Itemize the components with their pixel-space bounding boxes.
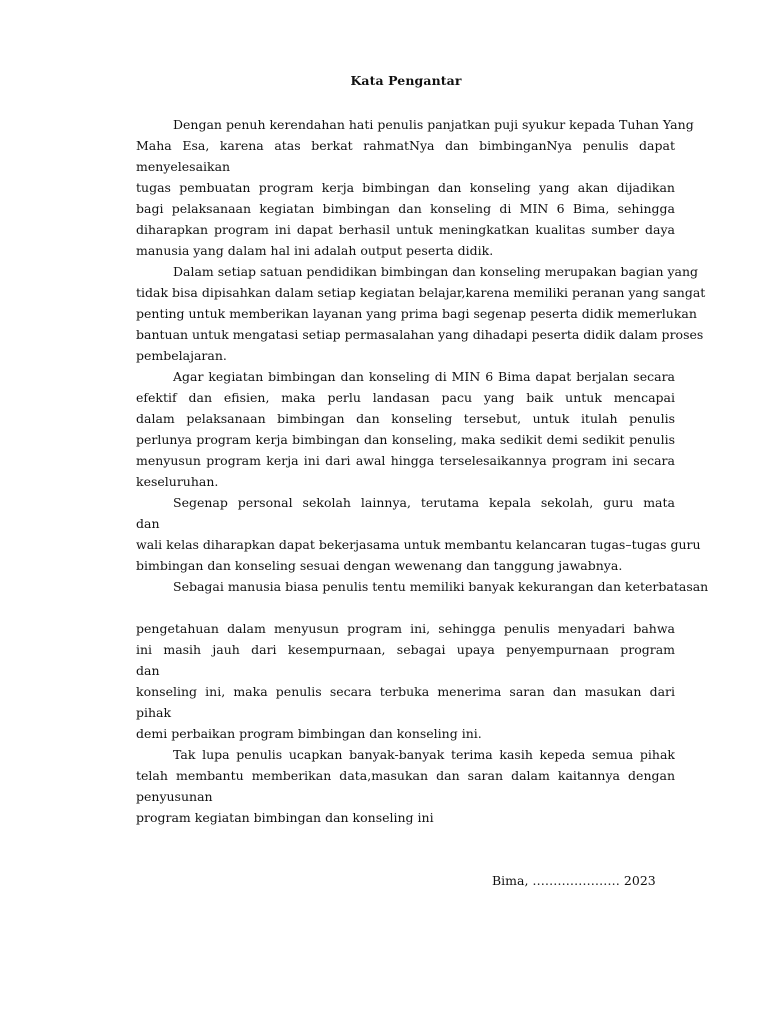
paragraph-line: Tak lupa penulis ucapkan banyak-banyak terima kasih kepeda semua pihak (173, 747, 675, 762)
paragraph-line: tugas pembuatan program kerja bimbingan dan konseling yang akan dijadikan (136, 180, 675, 195)
paragraph-line: ini masih jauh dari kesempurnaan, sebagai upaya penyempurnaan program (136, 642, 675, 657)
paragraph-line: Dalam setiap satuan pendidikan bimbingan dan konseling merupakan bagian yang (173, 264, 699, 279)
paragraph-line: dan (136, 663, 160, 678)
paragraph-line: telah membantu memberikan data,masukan dan saran dalam kaitannya dengan (136, 768, 675, 783)
paragraph-line: demi perbaikan program bimbingan dan konseling ini. (136, 726, 482, 741)
paragraph-line: konseling ini, maka penulis secara terbuka menerima saran dan masukan dari (136, 684, 675, 699)
paragraph-line: bimbingan dan konseling sesuai dengan wewenang dan tanggung jawabnya. (136, 558, 623, 573)
paragraph-line: manusia yang dalam hal ini adalah output peserta didik. (136, 243, 494, 258)
paragraph-line: dan (136, 516, 160, 531)
paragraph-line: Dengan penuh kerendahan hati penulis panjatkan puji syukur kepada Tuhan Yang (173, 117, 694, 132)
document-body (136, 114, 709, 828)
paragraph-line: Agar kegiatan bimbingan dan konseling di MIN 6 Bima dapat berjalan secara (173, 369, 675, 384)
paragraph-line: efektif dan efisien, maka perlu landasan pacu yang baik untuk mencapai (136, 390, 675, 405)
paragraph-line (136, 597, 675, 618)
signature-place-date: Bima, ………………… 2023 (492, 873, 656, 888)
page-title: Kata Pengantar (350, 73, 462, 88)
paragraph-line: pembelajaran. (136, 348, 227, 363)
paragraph-line: perlunya program kerja bimbingan dan konseling, maka sedikit demi sedikit penulis (136, 432, 675, 447)
paragraph-line: menyusun program kerja ini dari awal hingga terselesaikannya program ini secara (136, 453, 675, 468)
paragraph-line: menyelesaikan (136, 159, 231, 174)
paragraph-line: diharapkan program ini dapat berhasil untuk meningkatkan kualitas sumber daya (136, 222, 675, 237)
paragraph-line: program kegiatan bimbingan dan konseling ini (136, 810, 434, 825)
paragraph-line: penyusunan (136, 789, 213, 804)
paragraph-line: bagi pelaksanaan kegiatan bimbingan dan konseling di MIN 6 Bima, sehingga (136, 201, 675, 216)
paragraph-line: keseluruhan. (136, 474, 219, 489)
paragraph-line: Sebagai manusia biasa penulis tentu memiliki banyak kekurangan dan keterbatasan (173, 579, 709, 594)
paragraph-line: bantuan untuk mengatasi setiap permasalahan yang dihadapi peserta didik dalam proses (136, 327, 704, 342)
paragraph-line: Segenap personal sekolah lainnya, terutama kepala sekolah, guru mata (173, 495, 675, 510)
paragraph-line: pengetahuan dalam menyusun program ini, sehingga penulis menyadari bahwa (136, 621, 675, 636)
paragraph-line: penting untuk memberikan layanan yang prima bagi segenap peserta didik memerlukan (136, 306, 697, 321)
paragraph-line: dalam pelaksanaan bimbingan dan konseling tersebut, untuk itulah penulis (136, 411, 675, 426)
paragraph-line: Maha Esa, karena atas berkat rahmatNya dan bimbinganNya penulis dapat (136, 138, 675, 153)
paragraph-line: tidak bisa dipisahkan dalam setiap kegiatan belajar,karena memiliki peranan yang sangat (136, 285, 706, 300)
paragraph-line: pihak (136, 705, 172, 720)
paragraph-line: wali kelas diharapkan dapat bekerjasama untuk membantu kelancaran tugas–tugas guru (136, 537, 701, 552)
